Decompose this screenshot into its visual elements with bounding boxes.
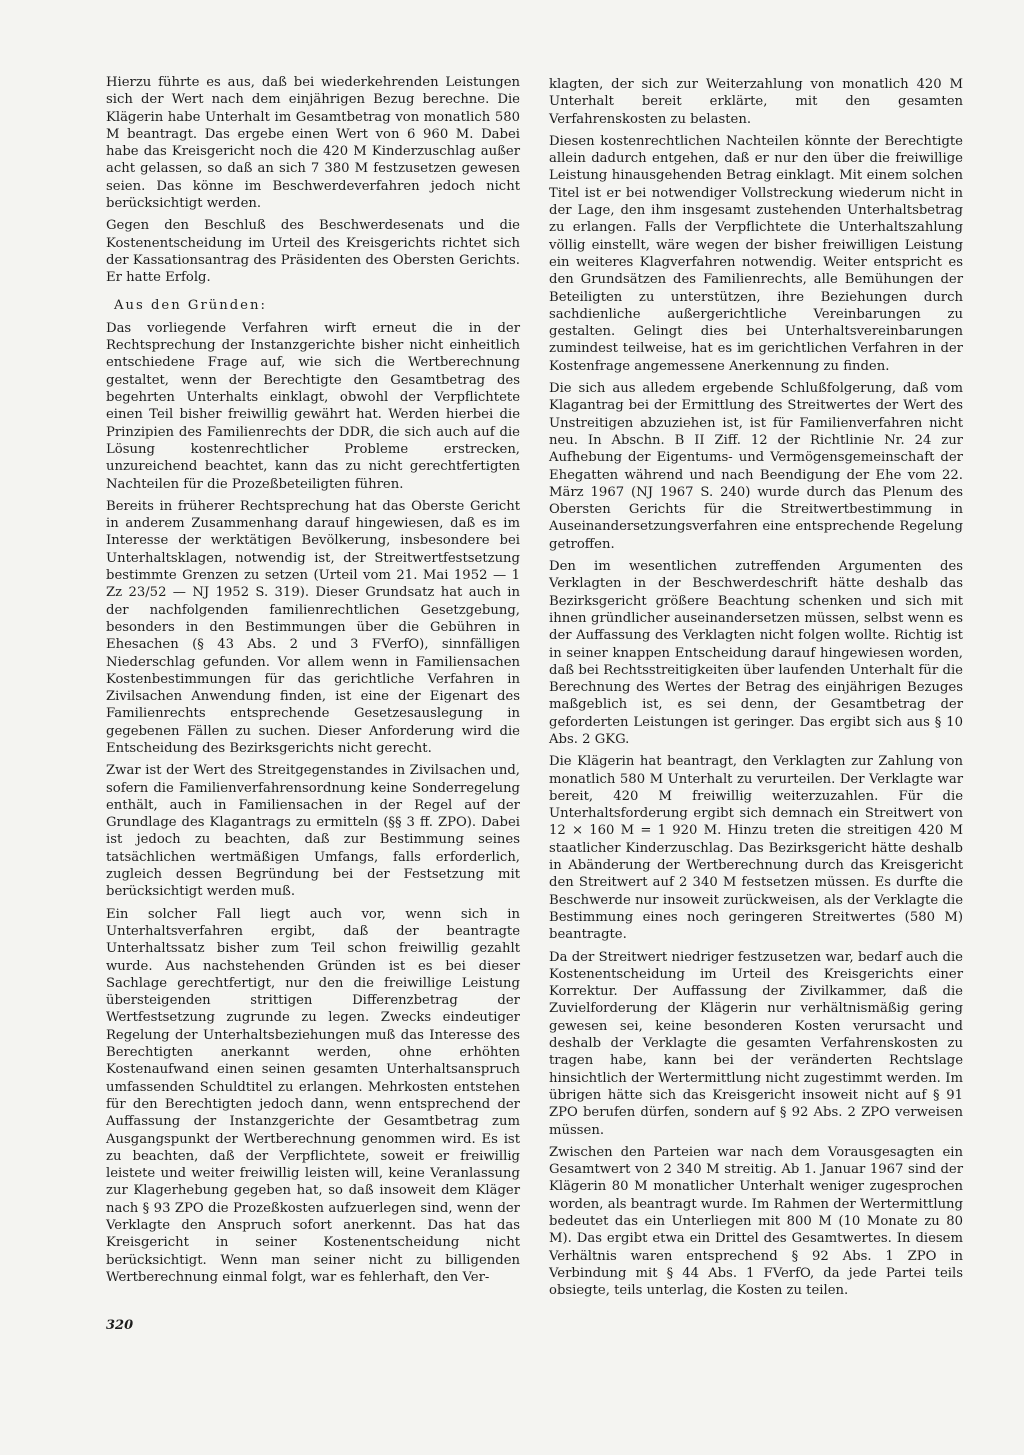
paragraph: klagten, der sich zur Weiterzahlung von monatlich 420 M Unterhalt bereit erklärte, mit den gesamten Verfahrenskosten zu belasten. bbox=[549, 77, 963, 127]
right-column bbox=[549, 76, 963, 1304]
paragraph: Da der Streitwert niedriger festzusetzen war, bedarf auch die Kostenentscheidung im Urteil des Kreisgerichts einer Korrektur. Der Auffassung der Zivilkammer, daß die Zuvielforderung der Klägerin nur verhältnismäßig gering gewesen sei, keine besonderen Kosten verursacht und deshalb der Verklagte die gesamten Verfahrenskosten zu tragen habe, kann bei der veränderten Rechtslage hinsichtlich der Wertermittlung nicht zugestimmt werden. Im übrigen hätte sich das Kreisgericht insoweit nicht auf § 91 ZPO berufen dürfen, sondern auf § 92 Abs. 2 ZPO verweisen müssen. bbox=[549, 949, 963, 1138]
page-number: 320 bbox=[106, 1318, 134, 1333]
paragraph: Gegen den Beschluß des Beschwerdesenats und die Kostenentscheidung im Urteil des Kreisgerichts richtet sich der Kassationsantrag des Präsidenten des Obersten Gerichts. Er hatte Erfolg. bbox=[106, 218, 520, 286]
paragraph: Ein solcher Fall liegt auch vor, wenn sich in Unterhaltsverfahren ergibt, daß der beantragte Unterhaltssatz bisher zum Teil schon freiwillig gezahlt wurde. Aus nachstehenden Gründen ist es bei dieser Sachlage gerechtfertigt, nur den die freiwillige Leistung übersteigenden strittigen Differenzbetrag der Wertfestsetzung zugrunde zu legen. Zwecks eindeutiger Regelung der Unterhaltsbeziehungen muß das Interesse des Berechtigten anerkannt werden, ohne erhöhten Kostenaufwand einen seinen gesamten Unterhaltsanspruch umfassenden Schuldtitel zu erlangen. Mehrkosten entstehen für den Berechtigten jedoch dann, wenn entsprechend der Auffassung der Instanzgerichte der Gesamtbetrag zum Ausgangspunkt der Wertberechnung genommen wird. Es ist zu beachten, daß der Verpflichtete, soweit er freiwillig leistete und weiter freiwillig leisten will, keine Veranlassung zur Klagerhebung gegeben hat, so daß insoweit dem Kläger nach § 93 ZPO die Prozeßkosten aufzuerlegen sind, wenn der Verklagte den Anspruch sofort anerkennt. Das hat das Kreisgericht in seiner Kostenentscheidung nicht berücksichtigt. Wenn man seiner nicht zu billigenden Wertberechnung einmal folgt, war es fehlerhaft, den Ver- bbox=[106, 906, 520, 1285]
paragraph: Zwischen den Parteien war nach dem Vorausgesagten ein Gesamtwert von 2 340 M streitig. Ab 1. Januar 1967 sind der Klägerin 80 M monatlicher Unterhalt weniger zugesprochen worden, als beantragt wurde. Im Rahmen der Wertermittlung bedeutet das ein Unterliegen mit 800 M (10 Monate zu 80 M). Das ergibt etwa ein Drittel des Gesamtwertes. In diesem Verhältnis waren entsprechend § 92 Abs. 1 ZPO in Verbindung mit § 44 Abs. 1 FVerfO, da jede Partei teils obsiegte, teils unterlag, die Kosten zu teilen. bbox=[549, 1144, 963, 1299]
paragraph: Den im wesentlichen zutreffenden Argumenten des Verklagten in der Beschwerdeschrift hätte deshalb das Bezirksgericht größere Beachtung schenken und sich mit ihnen gründlicher auseinandersetzen müssen, selbst wenn es der Auffassung des Verklagten nicht folgen wollte. Richtig ist in seiner knappen Entscheidung darauf hingewiesen worden, daß bei Rechtsstreitigkeiten über laufenden Unterhalt für die Berechnung des Wertes der Betrag des einjährigen Bezuges maßgeblich ist, es sei denn, der Gesamtbetrag der geforderten Leistungen ist geringer. Das ergibt sich aus § 10 Abs. 2 GKG. bbox=[549, 559, 963, 747]
paragraph: Hierzu führte es aus, daß bei wiederkehrenden Leistungen sich der Wert nach dem einjährigen Bezug berechne. Die Klägerin habe Unterhalt im Gesamtbetrag von monatlich 580 M beantragt. Das ergebe einen Wert von 6 960 M. Dabei habe das Kreisgericht noch die 420 M Kinderzuschlag außer acht gelassen, so daß an sich 7 380 M festzusetzen gewesen seien. Das könne im Beschwerdeverfahren jedoch nicht berücksichtigt werden. bbox=[106, 75, 520, 212]
paragraph: Diesen kostenrechtlichen Nachteilen könnte der Berechtigte allein dadurch entgehen, daß er nur den über die freiwillige Leistung hinausgehenden Betrag einklagt. Mit einem solchen Titel ist er bei notwendiger Vollstreckung wiederum nicht in der Lage, den ihm insgesamt zustehenden Unterhaltsbetrag zu erlangen. Falls der Verpflichtete die Unterhaltszahlung völlig einstellt, wäre wegen der bisher freiwilligen Leistung ein weiteres Klagverfahren notwendig. Weiter entspricht es den Grundsätzen des Familienrechts, alle Bemühungen der Beteiligten zu unterstützen, ihre Beziehungen durch sachdienliche außergerichtliche Vereinbarungen zu gestalten. Gelingt dies bei Unterhaltsvereinbarungen zumindest teilweise, hat es im gerichtlichen Verfahren in der Kostenfrage angemessene Anerkennung zu finden. bbox=[549, 133, 963, 374]
paragraph: Das vorliegende Verfahren wirft erneut die in der Rechtsprechung der Instanzgerichte bisher nicht einheitlich entschiedene Frage auf, wie sich die Wertberechnung gestaltet, wenn der Berechtigte den Gesamtbetrag des begehrten Unterhalts einklagt, obwohl der Verpflichtete einen Teil bisher freiwillig gewährt hat. Werden hierbei die Prinzipien des Familienrechts der DDR, die sich auch auf die Lösung kostenrechtlicher Probleme erstrecken, unzureichend beachtet, kann das zu nicht gerechtfertigten Nachteilen für die Prozeßbeteiligten führen. bbox=[106, 320, 520, 492]
paragraph: Die sich aus alledem ergebende Schlußfolgerung, daß vom Klagantrag bei der Ermittlung des Streitwertes der Wert des Unstreitigen abzuziehen ist, ist für Familienverfahren nicht neu. In Abschn. B II Ziff. 12 der Richtlinie Nr. 24 zur Aufhebung der Eigentums- und Vermögensgemeinschaft der Ehegatten während und nach Beendigung der Ehe vom 22. März 1967 (NJ 1967 S. 240) wurde durch das Plenum des Obersten Gerichts für die Streitwertbestimmung in Auseinandersetzungsverfahren eine entsprechende Regelung getroffen. bbox=[549, 381, 963, 552]
paragraph: Bereits in früherer Rechtsprechung hat das Oberste Gericht in anderem Zusammenhang darauf hingewiesen, daß es im Interesse der werktätigen Bevölkerung, insbesondere bei Unterhaltsklagen, notwendig ist, der Streitwertfestsetzung bestimmte Grenzen zu setzen (Urteil vom 21. Mai 1952 — 1 Zz 23/52 — NJ 1952 S. 319). Dieser Grundsatz hat auch in der nachfolgenden familienrechtlichen Gesetzgebung, besonders in den Bestimmungen über die Gebühren in Ehesachen (§ 43 Abs. 2 und 3 FVerfO), sinnfälligen Niederschlag gefunden. Vor allem wenn in Familiensachen Kostenbestimmungen für das gerichtliche Verfahren in Zivilsachen Anwendung finden, ist eine der Eigenart des Familienrechts entsprechende Gesetzesauslegung in gegebenen Fällen zu suchen. Dieser Anforderung wird die Entscheidung des Bezirksgerichts nicht gerecht. bbox=[106, 498, 520, 756]
paragraph: Die Klägerin hat beantragt, den Verklagten zur Zahlung von monatlich 580 M Unterhalt zu verurteilen. Der Verklagte war bereit, 420 M freiwillig weiterzuzahlen. Für die Unterhaltsforderung ergibt sich demnach ein Streitwert von 12 × 160 M = 1 920 M. Hinzu treten die streitigen 420 M staatlicher Kinderzuschlag. Das Bezirksgericht hätte deshalb in Abänderung der Wertberechnung durch das Kreisgericht den Streitwert auf 2 340 M festsetzen müssen. Es durfte die Beschwerde nur insoweit zurückweisen, als der Verklagte die Bestimmung eines noch geringeren Streitwertes (580 M) beantragte. bbox=[549, 754, 963, 943]
paragraph: Zwar ist der Wert des Streitgegenstandes in Zivilsachen und, sofern die Familienverfahrensordnung keine Sonderregelung enthält, auch in Familiensachen in der Regel auf der Grundlage des Klagantrags zu ermitteln (§§ 3 ff. ZPO). Dabei ist jedoch zu beachten, daß zur Bestimmung seines tatsächlichen wertmäßigen Umfangs, falls erforderlich, zugleich dessen Begründung bei der Festsetzung mit berücksichtigt werden muß. bbox=[106, 763, 520, 900]
section-heading: Aus den Gründen: bbox=[114, 297, 267, 313]
left-column bbox=[106, 74, 520, 1291]
